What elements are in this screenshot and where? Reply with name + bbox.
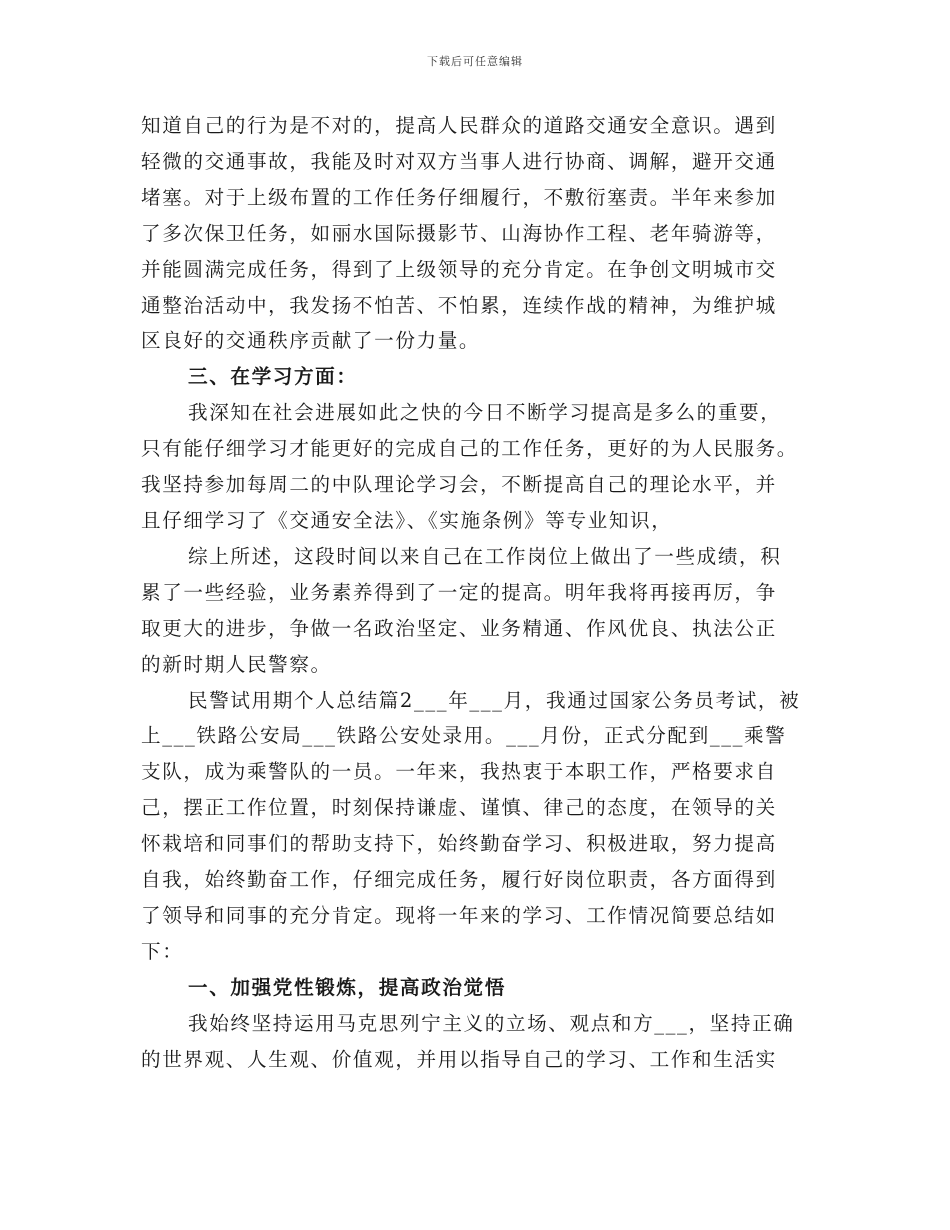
text-line: 的世界观、人生观、价值观，并用以指导自己的学习、工作和生活实	[141, 1047, 777, 1071]
text-line: 并能圆满完成任务，得到了上级领导的充分肯定。在争创文明城市交	[141, 257, 777, 281]
text-line: 民警试用期个人总结篇2___年___月，我通过国家公务员考试，被	[188, 688, 801, 712]
text-line: 我始终坚持运用马克思列宁主义的立场、观点和方___，坚持正确	[188, 1011, 795, 1035]
text-line: 上___铁路公安局___铁路公安处录用。___月份，正式分配到___乘警	[141, 724, 787, 748]
page-header: 下载后可任意编辑	[427, 55, 523, 68]
text-line: 自我，始终勤奋工作，仔细完成任务，履行好岗位职责，各方面得到	[141, 868, 777, 892]
text-line: 我深知在社会进展如此之快的今日不断学习提高是多么的重要，	[188, 401, 782, 425]
text-line: 了多次保卫任务，如丽水国际摄影节、山海协作工程、老年骑游等，	[141, 221, 777, 245]
text-line: 轻微的交通事故，我能及时对双方当事人进行协商、调解，避开交通	[141, 149, 777, 173]
text-line: 知道自己的行为是不对的，提高人民群众的道路交通安全意识。遇到	[141, 114, 777, 137]
text-line: 下：	[141, 939, 184, 963]
text-line: 支队，成为乘警队的一员。一年来，我热衷于本职工作，严格要求自	[141, 760, 777, 784]
document-body	[141, 108, 811, 1077]
text-line: 且仔细学习了《交通安全法》、《实施条例》等专业知识，	[141, 508, 673, 532]
text-line: 区良好的交通秩序贡献了一份力量。	[141, 329, 481, 353]
section-heading: 三、在学习方面：	[188, 365, 358, 389]
text-line: 通整治活动中，我发扬不怕苦、不怕累，连续作战的精神，为维护城	[141, 293, 777, 317]
text-line: 只有能仔细学习才能更好的完成自己的工作任务，更好的为人民服务。	[141, 437, 799, 461]
section-heading: 一、加强党性锻炼，提高政治觉悟	[188, 975, 506, 999]
text-line: 的新时期人民警察。	[141, 652, 332, 676]
text-line: 累了一些经验，业务素养得到了一定的提高。明年我将再接再厉，争	[141, 580, 777, 604]
text-line: 了领导和同事的充分肯定。现将一年来的学习、工作情况简要总结如	[141, 903, 777, 927]
text-line: 取更大的进步，争做一名政治坚定、业务精通、作风优良、执法公正	[141, 616, 777, 640]
text-line: 堵塞。对于上级布置的工作任务仔细履行，不敷衍塞责。半年来参加	[141, 185, 777, 209]
text-line: 怀栽培和同事们的帮助支持下，始终勤奋学习、积极进取，努力提高	[141, 832, 777, 856]
text-line: 综上所述，这段时间以来自己在工作岗位上做出了一些成绩，积	[188, 544, 782, 568]
text-line: 我坚持参加每周二的中队理论学习会，不断提高自己的理论水平，并	[141, 473, 777, 497]
text-line: 己，摆正工作位置，时刻保持谦虚、谨慎、律己的态度，在领导的关	[141, 796, 777, 820]
